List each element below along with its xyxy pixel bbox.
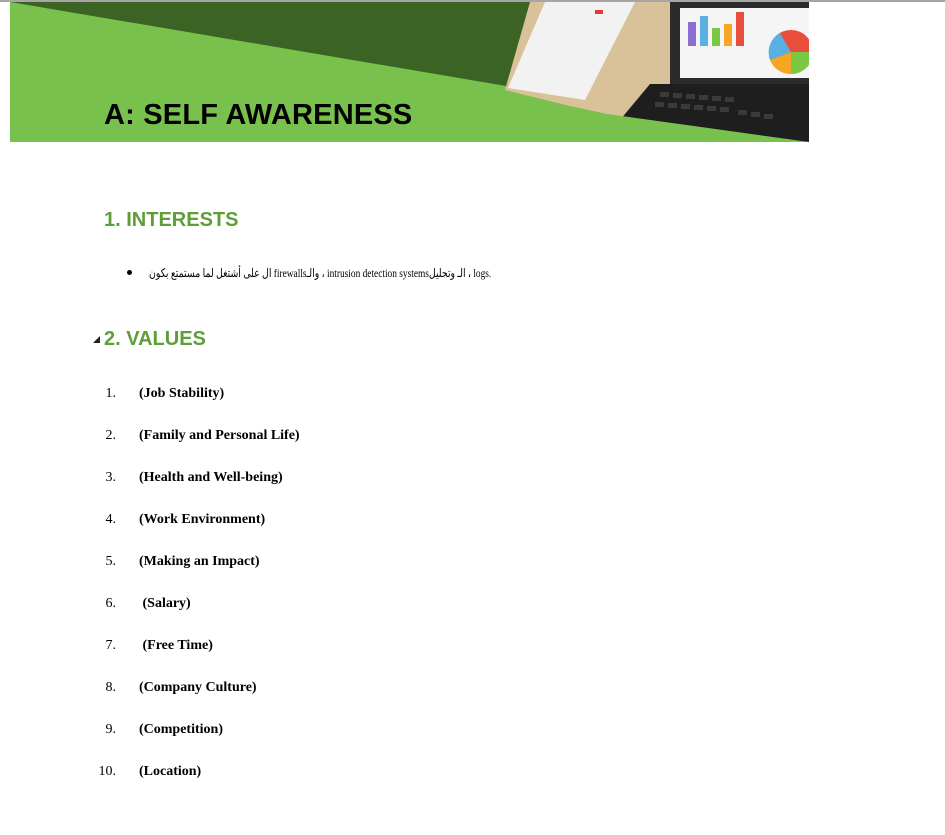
list-item xyxy=(90,762,490,804)
list-number: 1. xyxy=(105,386,116,401)
list-number: 2. xyxy=(105,428,116,443)
list-item xyxy=(90,510,490,552)
list-number: 5. xyxy=(105,554,116,569)
values-heading: 2. VALUES xyxy=(104,328,206,350)
list-number: 8. xyxy=(105,680,116,695)
list-item xyxy=(90,384,490,426)
list-item xyxy=(90,636,490,678)
list-item xyxy=(90,678,490,720)
list-item-text: (Location) xyxy=(139,764,202,779)
list-item-text: (Salary) xyxy=(139,596,191,611)
list-item xyxy=(90,468,490,510)
list-item-text: (Health and Well-being) xyxy=(139,470,283,485)
interests-bullet-text: ال على أشتغل لما مستمتع بكون firewallsوالـ ، intrusion detection systemsالـ وتحليل ، logs. xyxy=(149,266,492,280)
list-item-text: (Job Stability) xyxy=(139,386,225,401)
list-item-text: (Company Culture) xyxy=(139,680,257,695)
list-number: 10. xyxy=(98,764,116,779)
list-item-text: (Making an Impact) xyxy=(139,554,260,569)
document-title: A: SELF AWARENESS xyxy=(104,99,413,131)
list-number: 3. xyxy=(105,470,116,485)
list-item xyxy=(90,426,490,468)
interests-bullet-item xyxy=(127,264,627,284)
list-number: 7. xyxy=(105,638,116,653)
bullet-icon xyxy=(127,270,132,275)
list-number: 9. xyxy=(105,722,116,737)
interests-heading: 1. INTERESTS xyxy=(104,209,239,231)
list-item xyxy=(90,552,490,594)
list-item xyxy=(90,594,490,636)
list-item-text: (Competition) xyxy=(139,722,223,737)
list-number: 6. xyxy=(105,596,116,611)
list-item xyxy=(90,720,490,762)
list-number: 4. xyxy=(105,512,116,527)
list-item-text: (Work Environment) xyxy=(139,512,266,527)
list-item-text: (Family and Personal Life) xyxy=(139,428,300,443)
values-list xyxy=(90,384,490,804)
list-item-text: (Free Time) xyxy=(139,638,213,653)
